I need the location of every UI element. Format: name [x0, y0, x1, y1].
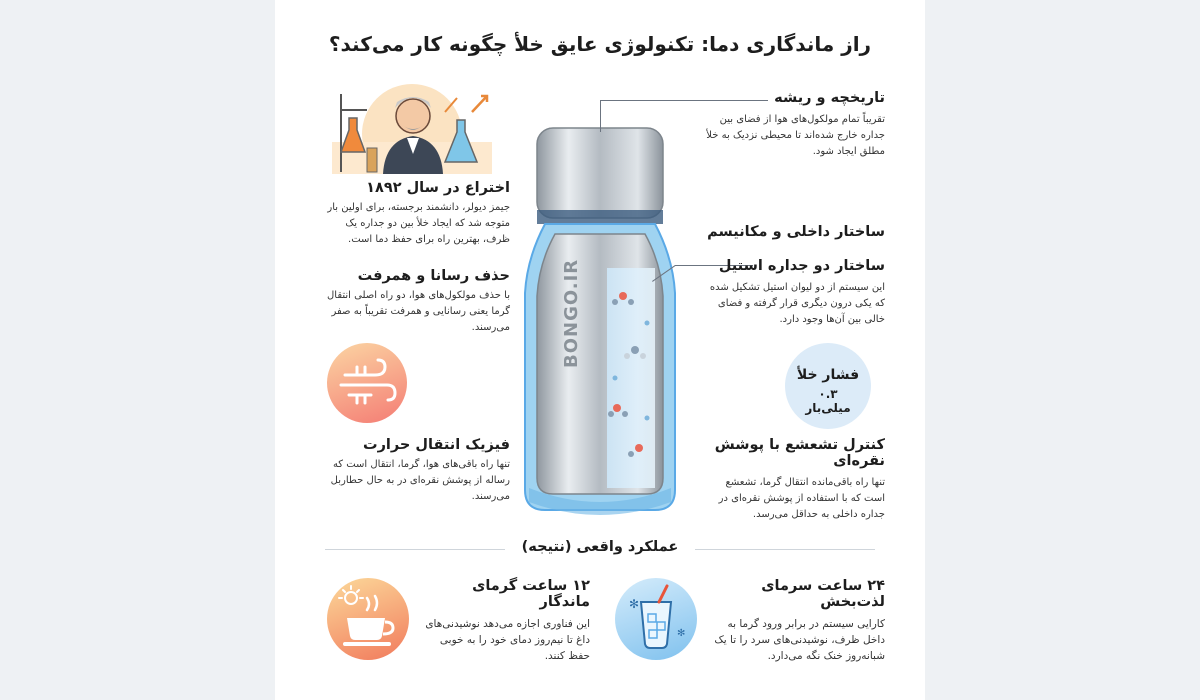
double-wall-text: این سیستم از دو لیوان استیل تشکیل شده که یکی درون دیگری قرار گرفته و فضای خالی بین آن‌ها وجود دارد. — [709, 282, 885, 325]
radiation-heading: کنترل تشعشع با پوشش نقره‌ای — [714, 437, 885, 469]
cold-heading: ۲۴ ساعت سرمای لذت‌بخش — [761, 578, 885, 610]
invention-text: جیمز دیولر، دانشمند برجسته، برای اولین بار متوجه شد که ایجاد خلأ بین دو جداره یک ظرف، بهترین راه برای حفظ دما است. — [327, 202, 510, 245]
physics-block — [315, 437, 510, 505]
svg-text:✻: ✻ — [677, 628, 686, 639]
double-wall-block — [705, 258, 885, 328]
history-leader-vertical — [600, 100, 601, 132]
page-title: راز ماندگاری دما: تکنولوژی عایق خلأ چگونه کار می‌کند؟ — [328, 32, 872, 56]
hot-heading: ۱۲ ساعت گرمای ماندگار — [472, 578, 590, 610]
svg-text:✻: ✻ — [629, 597, 640, 611]
conduction-block — [320, 268, 510, 336]
cold-drink-icon — [615, 578, 697, 660]
radiation-block — [705, 437, 885, 523]
performance-heading-wrap — [505, 539, 695, 555]
cold-text: کارایی سیستم در برابر ورود گرما به داخل ظرف، نوشیدنی‌های سرد را تا یک شبانه‌روز خنک نگه می‌دارد. — [714, 618, 885, 662]
wind-icon — [327, 343, 407, 423]
history-text: تقریباً تمام مولکول‌های هوا از فضای بین جداره خارج شده‌اند تا محیطی نزدیک به خلأ مطلق ایجاد شود. — [706, 114, 885, 157]
history-heading: تاریخچه و ریشه — [774, 90, 885, 106]
conduction-text: با حذف مولکول‌های هوا، دو راه اصلی انتقال گرما یعنی رسانایی و همرفت تقریباً به صفر می‌رسند. — [327, 290, 510, 333]
history-block — [695, 90, 885, 160]
physics-heading: فیزیک انتقال حرارت — [363, 437, 510, 453]
divider-right — [695, 549, 875, 550]
cold-block — [707, 578, 885, 664]
divider-left — [325, 549, 505, 550]
bottle-illustration — [515, 118, 685, 528]
hot-block — [425, 578, 590, 664]
vacuum-value: ۰.۳ میلی‌بار — [805, 387, 851, 415]
conduction-heading: حذف رسانا و همرفت — [357, 268, 510, 284]
performance-heading: عملکرد واقعی (نتیجه) — [521, 539, 679, 555]
invention-block — [320, 180, 510, 248]
hot-text: این فناوری اجازه می‌دهد نوشیدنی‌های داغ تا نیم‌روز دمای خود را به خوبی حفظ کنند. — [425, 618, 590, 662]
invention-heading: اختراع در سال ۱۸۹۲ — [366, 180, 510, 196]
scientist-illustration — [327, 82, 497, 174]
vacuum-heading: فشار خلأ — [796, 367, 860, 383]
structure-block — [695, 224, 885, 240]
hot-cup-icon — [327, 578, 409, 660]
infographic-panel — [275, 0, 925, 700]
bottle-label: BONGO.IR — [561, 258, 582, 368]
structure-heading: ساختار داخلی و مکانیسم — [707, 224, 885, 240]
physics-text: تنها راه باقی‌های هوا، گرما، انتقال است که رساله از پوشش نقره‌ای در به حال حطاربل می‌رسند. — [330, 459, 510, 502]
vacuum-pressure-badge — [785, 343, 871, 429]
double-wall-heading: ساختار دو جداره استیل — [718, 258, 885, 274]
radiation-text: تنها راه باقی‌مانده انتقال گرما، تشعشع است که با استفاده از پوشش نقره‌ای در جداره داخلی به حداقل می‌رسد. — [718, 477, 885, 520]
